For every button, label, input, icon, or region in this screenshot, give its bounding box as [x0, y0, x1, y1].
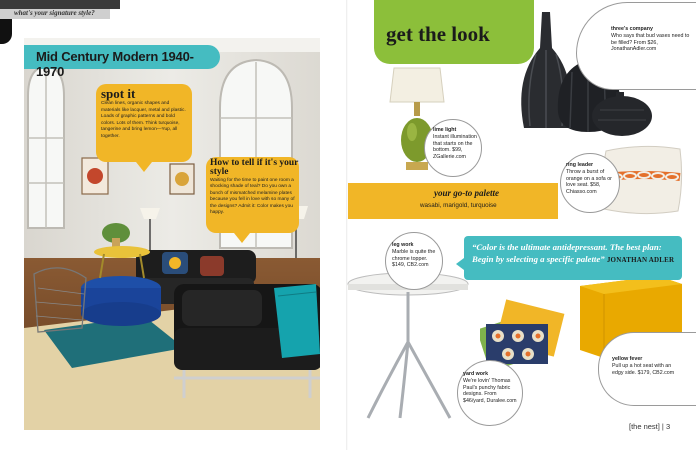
spot-it-callout	[96, 84, 192, 162]
lime-light-title: lime light	[433, 127, 457, 133]
marble-table-image	[346, 272, 470, 422]
yellow-fever-title: yellow fever	[612, 356, 643, 362]
section-kicker: what's your signature style?	[14, 9, 95, 17]
get-the-look-title: get the look	[386, 22, 490, 46]
leg-work-caption	[392, 242, 438, 269]
yard-work-caption	[463, 371, 517, 405]
leg-work-title: leg work	[392, 242, 414, 248]
style-banner	[24, 45, 220, 79]
leg-work-body: Marble is quite the chrome topper. $149, CB2.com	[392, 248, 436, 269]
lime-light-caption	[433, 127, 477, 161]
tell-if-body: Waiting for the time to paint one room a shocking shade of teal? Do you own a bunch of mismatched melamine plates because you fell in love with so many of the designs? Admit it: Color makes you happy.	[210, 178, 295, 216]
palette-colors: wasabi, marigold, turquoise	[420, 202, 497, 209]
threes-company-caption	[611, 26, 691, 53]
ring-leader-body: Throw a burst of orange on a sofa or love seat. $58, Chiasso.com	[566, 168, 612, 196]
yellow-fever-caption	[612, 356, 682, 376]
style-title: Mid Century Modern 1940-1970	[36, 49, 194, 79]
quote-body: “Color is the ultimate antidepressant. The best plan: Begin by selecting a specific palette”	[472, 242, 662, 264]
spot-it-body: Clean lines, organic shapes and materials like lacquer, metal and plastic. Loads of graphic patterns and bold colors. Lots of them. Think turquoise, tangerine and bring lemon—Yup, all together.	[101, 101, 186, 139]
tell-if-callout	[206, 157, 299, 233]
ring-leader-title: ring leader	[566, 162, 594, 168]
quote-text	[472, 241, 678, 266]
yellow-fever-body: Pull up a hot seat with an edgy side. $179, CB2.com	[612, 362, 675, 376]
page-folio: [the nest] | 3	[629, 422, 671, 431]
get-the-look-banner	[374, 0, 534, 64]
palette-banner	[348, 183, 558, 219]
fabric-swatch-image	[480, 296, 568, 370]
yard-work-title: yard work	[463, 371, 489, 377]
tell-if-title: How to tell if it's your style	[210, 158, 299, 177]
header-bar	[0, 0, 120, 9]
threes-company-title: three's company	[611, 26, 653, 32]
palette-title: your go-to palette	[434, 188, 499, 198]
quote-attribution: JONATHAN ADLER	[606, 256, 675, 264]
lime-light-body: Instant illumination that starts on the bottom. $99, ZGallerie.com	[433, 133, 477, 161]
spot-it-title: spot it	[101, 86, 136, 101]
ring-leader-caption	[566, 162, 612, 196]
designer-quote	[464, 236, 682, 280]
yard-work-body: We're lovin' Thomas Paul's punchy fabric designs. From $46/yard, Duralee.com	[463, 377, 517, 405]
threes-company-body: Who says that bud vases need to be filled? From $26, JonathanAdler.com	[611, 32, 690, 53]
